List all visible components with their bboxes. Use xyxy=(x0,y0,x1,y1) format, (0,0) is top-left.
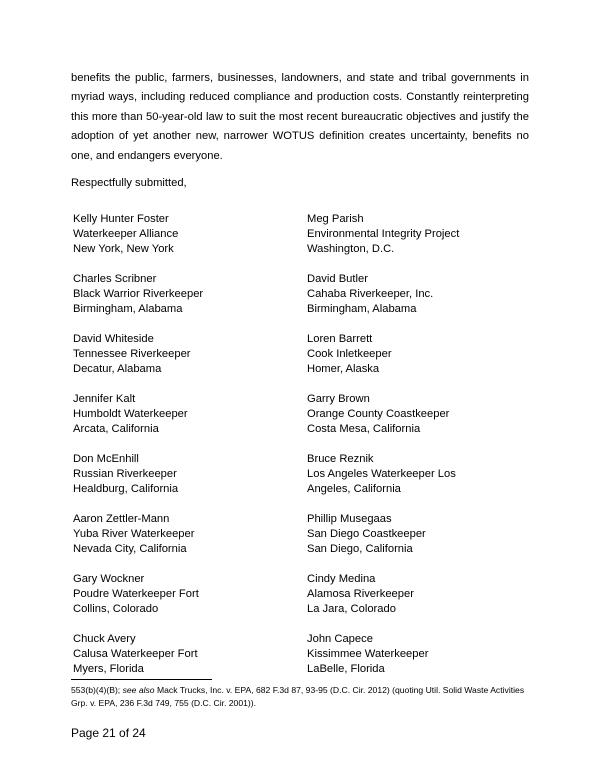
signatory-name: Bruce Reznik xyxy=(307,453,374,465)
signatory-organization: Tennessee Riverkeeper xyxy=(73,348,191,360)
signatory-name: Charles Scribner xyxy=(73,273,157,285)
signatory-block xyxy=(73,632,307,677)
signatory-organization: Black Warrior Riverkeeper xyxy=(73,288,204,300)
signatory-location: Birmingham, Alabama xyxy=(307,303,417,315)
signatory-location: Washington, D.C. xyxy=(307,243,395,255)
signatory-block xyxy=(307,392,533,437)
page-number: Page 21 of 24 xyxy=(71,726,146,740)
signatory-name: David Whiteside xyxy=(73,333,154,345)
signatory-list xyxy=(73,212,533,677)
footnote-separator xyxy=(71,679,212,680)
signatory-organization: Kissimmee Waterkeeper xyxy=(307,648,429,660)
signatory-block xyxy=(307,332,533,377)
signatory-organization: Humboldt Waterkeeper xyxy=(73,408,188,420)
signatory-block xyxy=(73,572,307,617)
signatory-location: Myers, Florida xyxy=(73,663,144,675)
signatory-location: Collins, Colorado xyxy=(73,603,159,615)
signatory-block xyxy=(307,452,533,497)
footnote-signal: see also xyxy=(122,685,155,695)
signatory-name: Jennifer Kalt xyxy=(73,393,136,405)
signatory-organization: Alamosa Riverkeeper xyxy=(307,588,414,600)
signatory-block xyxy=(73,212,307,257)
signatory-location: LaBelle, Florida xyxy=(307,663,385,675)
signatory-name: Kelly Hunter Foster xyxy=(73,213,169,225)
signatory-block xyxy=(307,572,533,617)
signatory-organization: Los Angeles Waterkeeper Los xyxy=(307,468,456,480)
signatory-location: Birmingham, Alabama xyxy=(73,303,183,315)
signatory-name: David Butler xyxy=(307,273,368,285)
signatory-location: Healdburg, California xyxy=(73,483,179,495)
signatory-name: John Capece xyxy=(307,633,373,645)
body-paragraph: benefits the public, farmers, businesses, landowners, and state and tribal governments in myriad ways, including reduced compliance and production costs. Constantly reinterpreting this more than 50-year-old law to suit the most recent bureaucratic objectives and justify the adoption of yet another new, narrower WOTUS definition creates uncertainty, benefits no one, and endangers everyone. xyxy=(71,72,529,162)
closing-line: Respectfully submitted, xyxy=(71,177,187,189)
signatory-block xyxy=(307,512,533,557)
signatory-location: Costa Mesa, California xyxy=(307,423,421,435)
footnote xyxy=(71,684,541,709)
signatory-block xyxy=(307,212,533,257)
signatory-organization: Cook Inletkeeper xyxy=(307,348,392,360)
signatory-organization: Calusa Waterkeeper Fort xyxy=(73,648,198,660)
footnote-citation: Mack Trucks, Inc. v. EPA, 682 F.3d 87, 93-95 (D.C. Cir. 2012) (quoting Util. Solid Waste Activities Grp. v. EPA, 236 F.3d 749, 755 (D.C. Cir. 2001)). xyxy=(71,685,525,708)
signatory-organization: Environmental Integrity Project xyxy=(307,228,460,240)
signatory-block xyxy=(73,452,307,497)
signatory-name: Gary Wockner xyxy=(73,573,145,585)
signatory-location: Decatur, Alabama xyxy=(73,363,162,375)
signatory-name: Loren Barrett xyxy=(307,333,373,345)
signatory-location: Nevada City, California xyxy=(73,543,187,555)
signatory-name: Aaron Zettler-Mann xyxy=(73,513,170,525)
signatory-name: Garry Brown xyxy=(307,393,370,405)
signatory-location: Arcata, California xyxy=(73,423,159,435)
signatory-organization: Yuba River Waterkeeper xyxy=(73,528,195,540)
signatory-name: Don McEnhill xyxy=(73,453,139,465)
signatory-block xyxy=(307,272,533,317)
signatory-location: San Diego, California xyxy=(307,543,413,555)
signatory-block xyxy=(307,632,533,677)
signatory-location: Angeles, California xyxy=(307,483,401,495)
signatory-name: Phillip Musegaas xyxy=(307,513,392,525)
signatory-organization: Russian Riverkeeper xyxy=(73,468,177,480)
signatory-location: New York, New York xyxy=(73,243,174,255)
signatory-block xyxy=(73,512,307,557)
signatory-name: Meg Parish xyxy=(307,213,364,225)
signatory-organization: San Diego Coastkeeper xyxy=(307,528,426,540)
signatory-block xyxy=(73,272,307,317)
signatory-name: Chuck Avery xyxy=(73,633,136,645)
signatory-name: Cindy Medina xyxy=(307,573,376,585)
signatory-block xyxy=(73,332,307,377)
signatory-organization: Poudre Waterkeeper Fort xyxy=(73,588,199,600)
signatory-organization: Waterkeeper Alliance xyxy=(73,228,179,240)
signatory-location: Homer, Alaska xyxy=(307,363,380,375)
footnote-prefix: 553(b)(4)(B); xyxy=(71,685,123,695)
signatory-organization: Cahaba Riverkeeper, Inc. xyxy=(307,288,434,300)
signatory-organization: Orange County Coastkeeper xyxy=(307,408,450,420)
signatory-block xyxy=(73,392,307,437)
signatory-location: La Jara, Colorado xyxy=(307,603,396,615)
